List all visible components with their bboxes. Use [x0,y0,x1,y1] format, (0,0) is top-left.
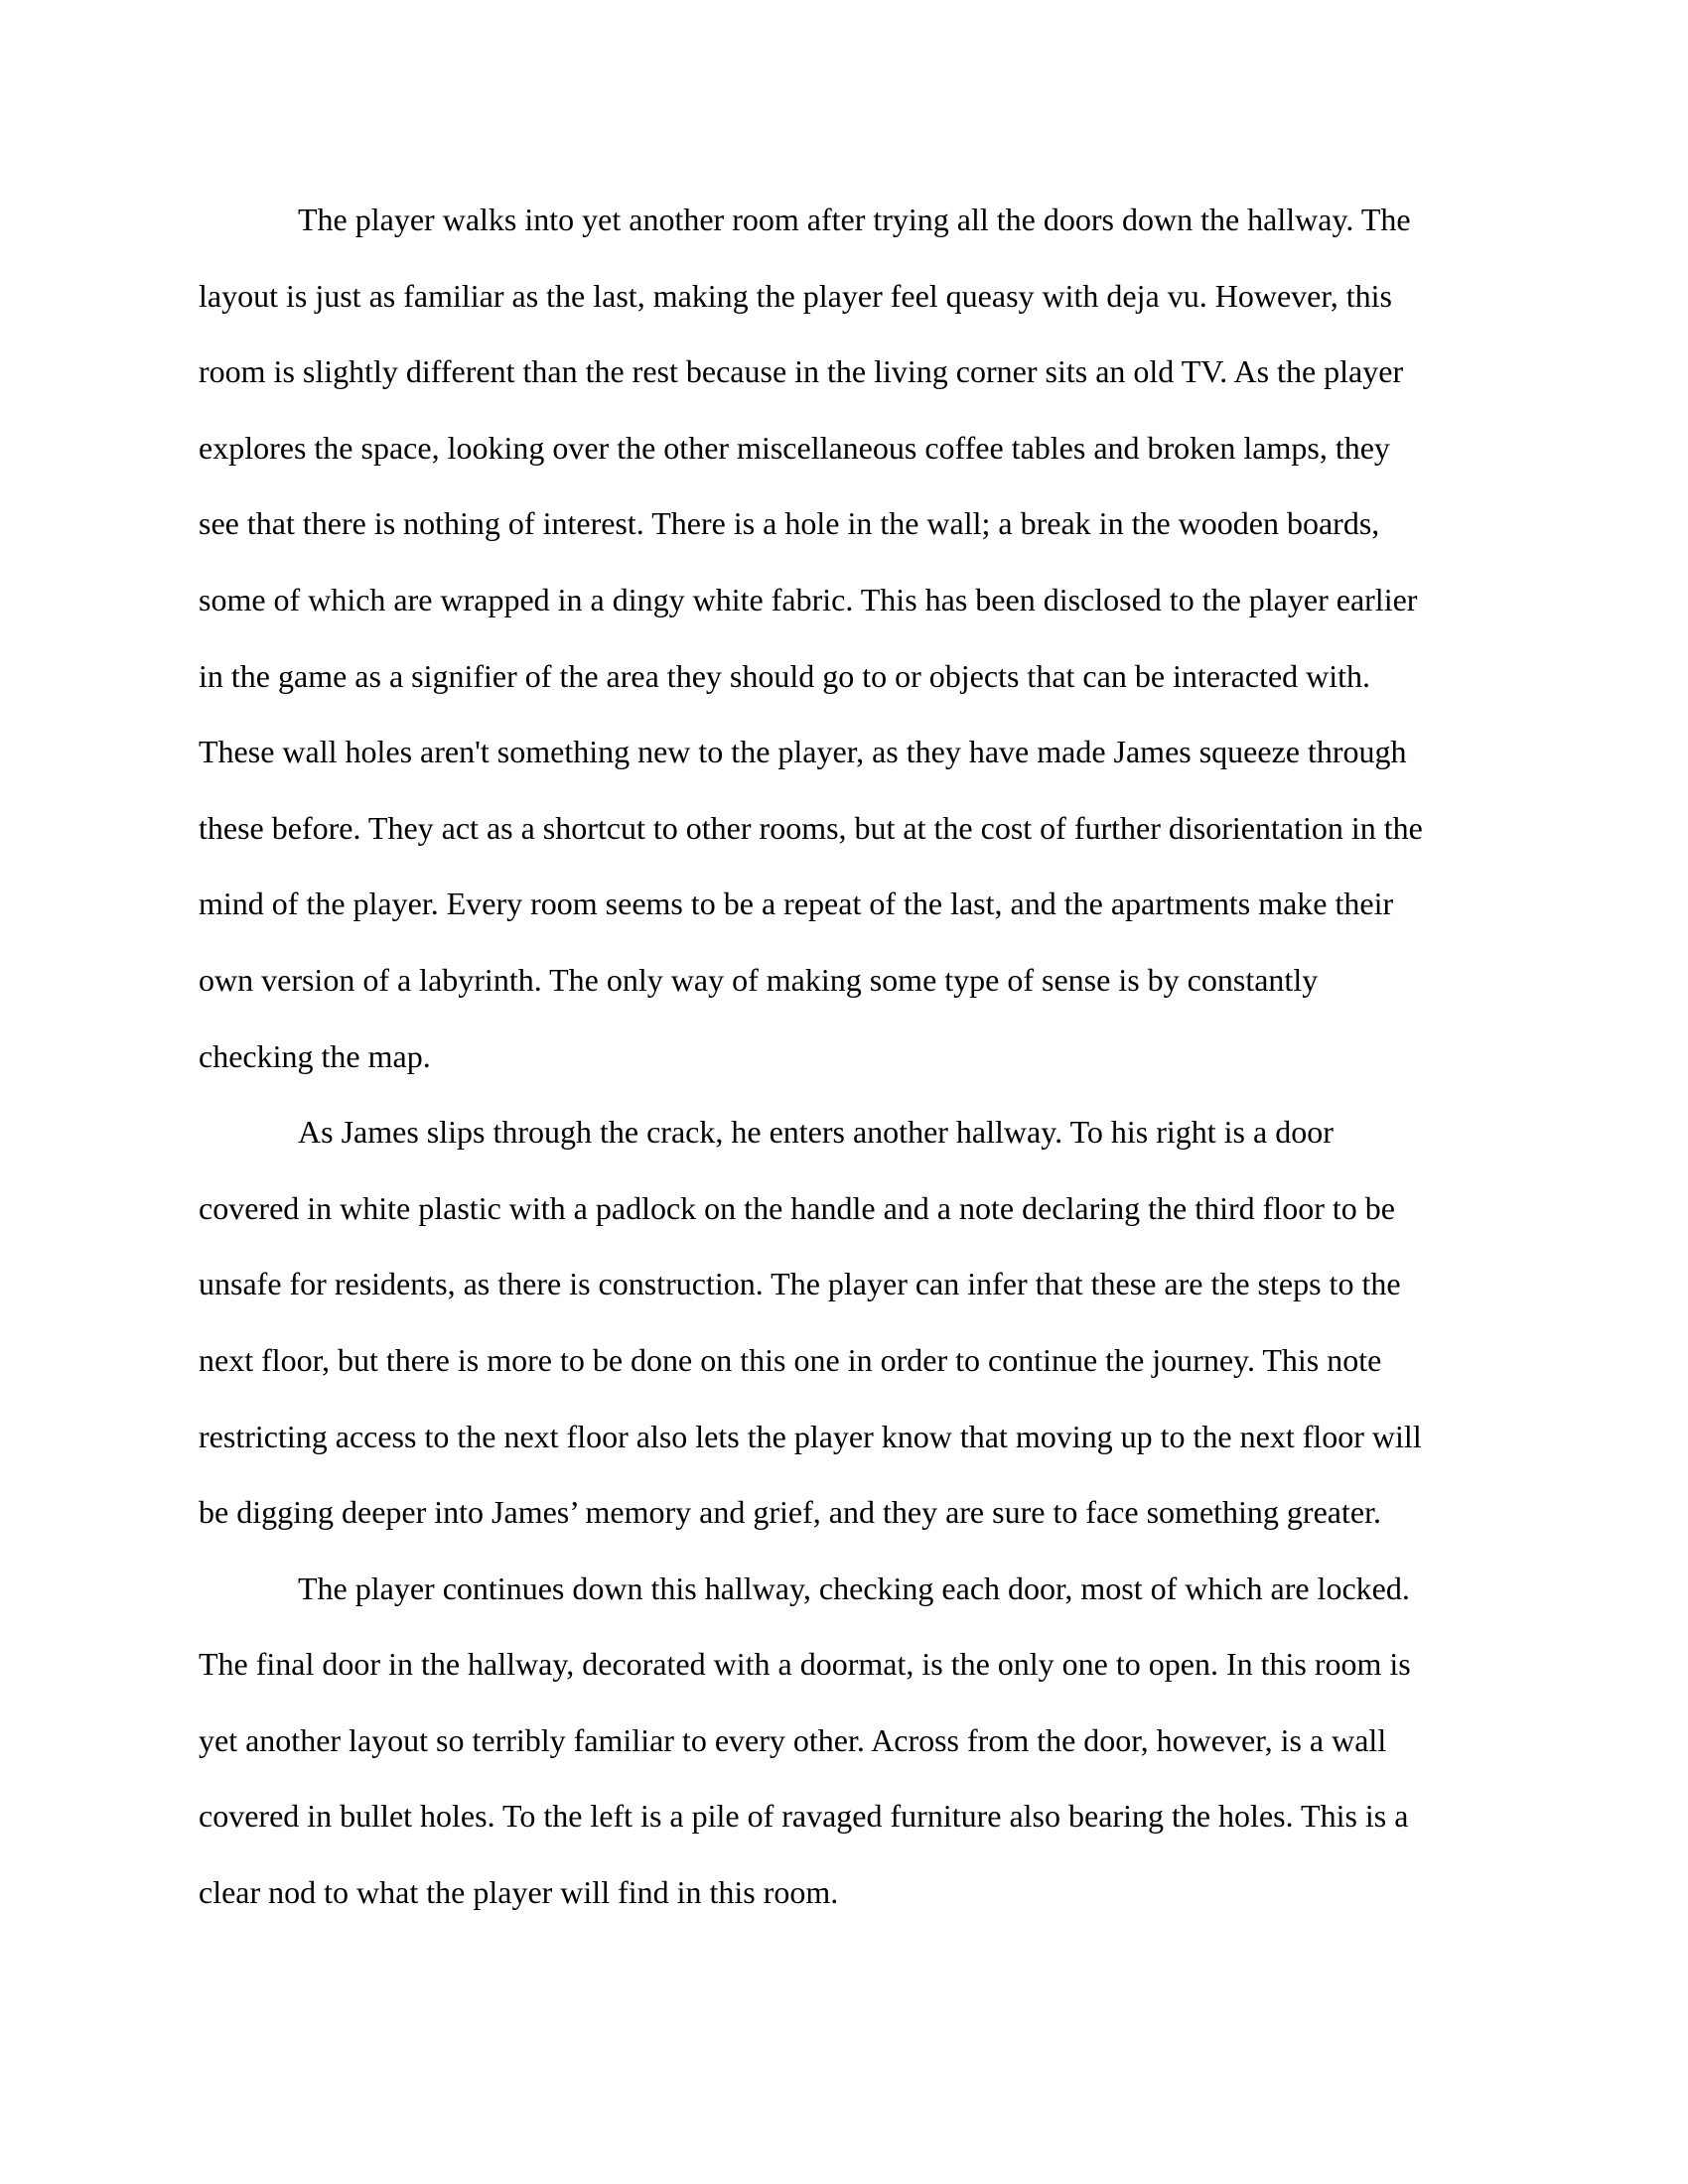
text-line: The player walks into yet another room after trying all the doors down the hallway. The [298,202,1411,237]
text-line: clear nod to what the player will find in this room. [199,1874,839,1911]
paragraph-3 [199,1557,1489,1937]
text-line: covered in bullet holes. To the left is a pile of ravaged furniture also bearing the holes. This is a [199,1798,1409,1835]
text-line: checking the map. [199,1037,431,1074]
paragraph-2 [199,1100,1489,1557]
text-line: own version of a labyrinth. The only way of making some type of sense is by constantly [199,961,1319,998]
text-line: covered in white plastic with a padlock on the handle and a note declaring the third floor to be [199,1189,1395,1226]
text-line: some of which are wrapped in a dingy white fabric. This has been disclosed to the player earlier [199,581,1418,617]
text-line: next floor, but there is more to be done on this one in order to continue the journey. This note [199,1341,1382,1378]
text-line: room is slightly different than the rest because in the living corner sits an old TV. As the player [199,353,1404,390]
text-line: restricting access to the next floor also lets the player know that moving up to the next floor will [199,1418,1422,1454]
text-line: As James slips through the crack, he enters another hallway. To his right is a door [298,1114,1334,1151]
text-line: The player continues down this hallway, checking each door, most of which are locked. [298,1570,1410,1606]
text-line: layout is just as familiar as the last, making the player feel queasy with deja vu. However, this [199,277,1392,314]
text-line: unsafe for residents, as there is construction. The player can infer that these are the steps to the [199,1266,1401,1302]
text-line: these before. They act as a shortcut to other rooms, but at the cost of further disorientation in the [199,809,1423,846]
text-line: The final door in the hallway, decorated with a doormat, is the only one to open. In this room is [199,1646,1411,1683]
text-line: in the game as a signifier of the area they should go to or objects that can be interacted with. [199,657,1371,694]
text-line: yet another layout so terribly familiar to every other. Across from the door, however, is a wall [199,1721,1387,1758]
text-line: mind of the player. Every room seems to be a repeat of the last, and the apartments make their [199,886,1394,922]
text-line: be digging deeper into James’ memory and grief, and they are sure to face something greater. [199,1494,1381,1531]
document-body [199,188,1489,1937]
paragraph-1 [199,188,1489,1100]
text-line: These wall holes aren't something new to the player, as they have made James squeeze through [199,734,1407,770]
text-line: see that there is nothing of interest. There is a hole in the wall; a break in the wooden boards, [199,505,1380,542]
text-line: explores the space, looking over the other miscellaneous coffee tables and broken lamps, they [199,429,1390,466]
